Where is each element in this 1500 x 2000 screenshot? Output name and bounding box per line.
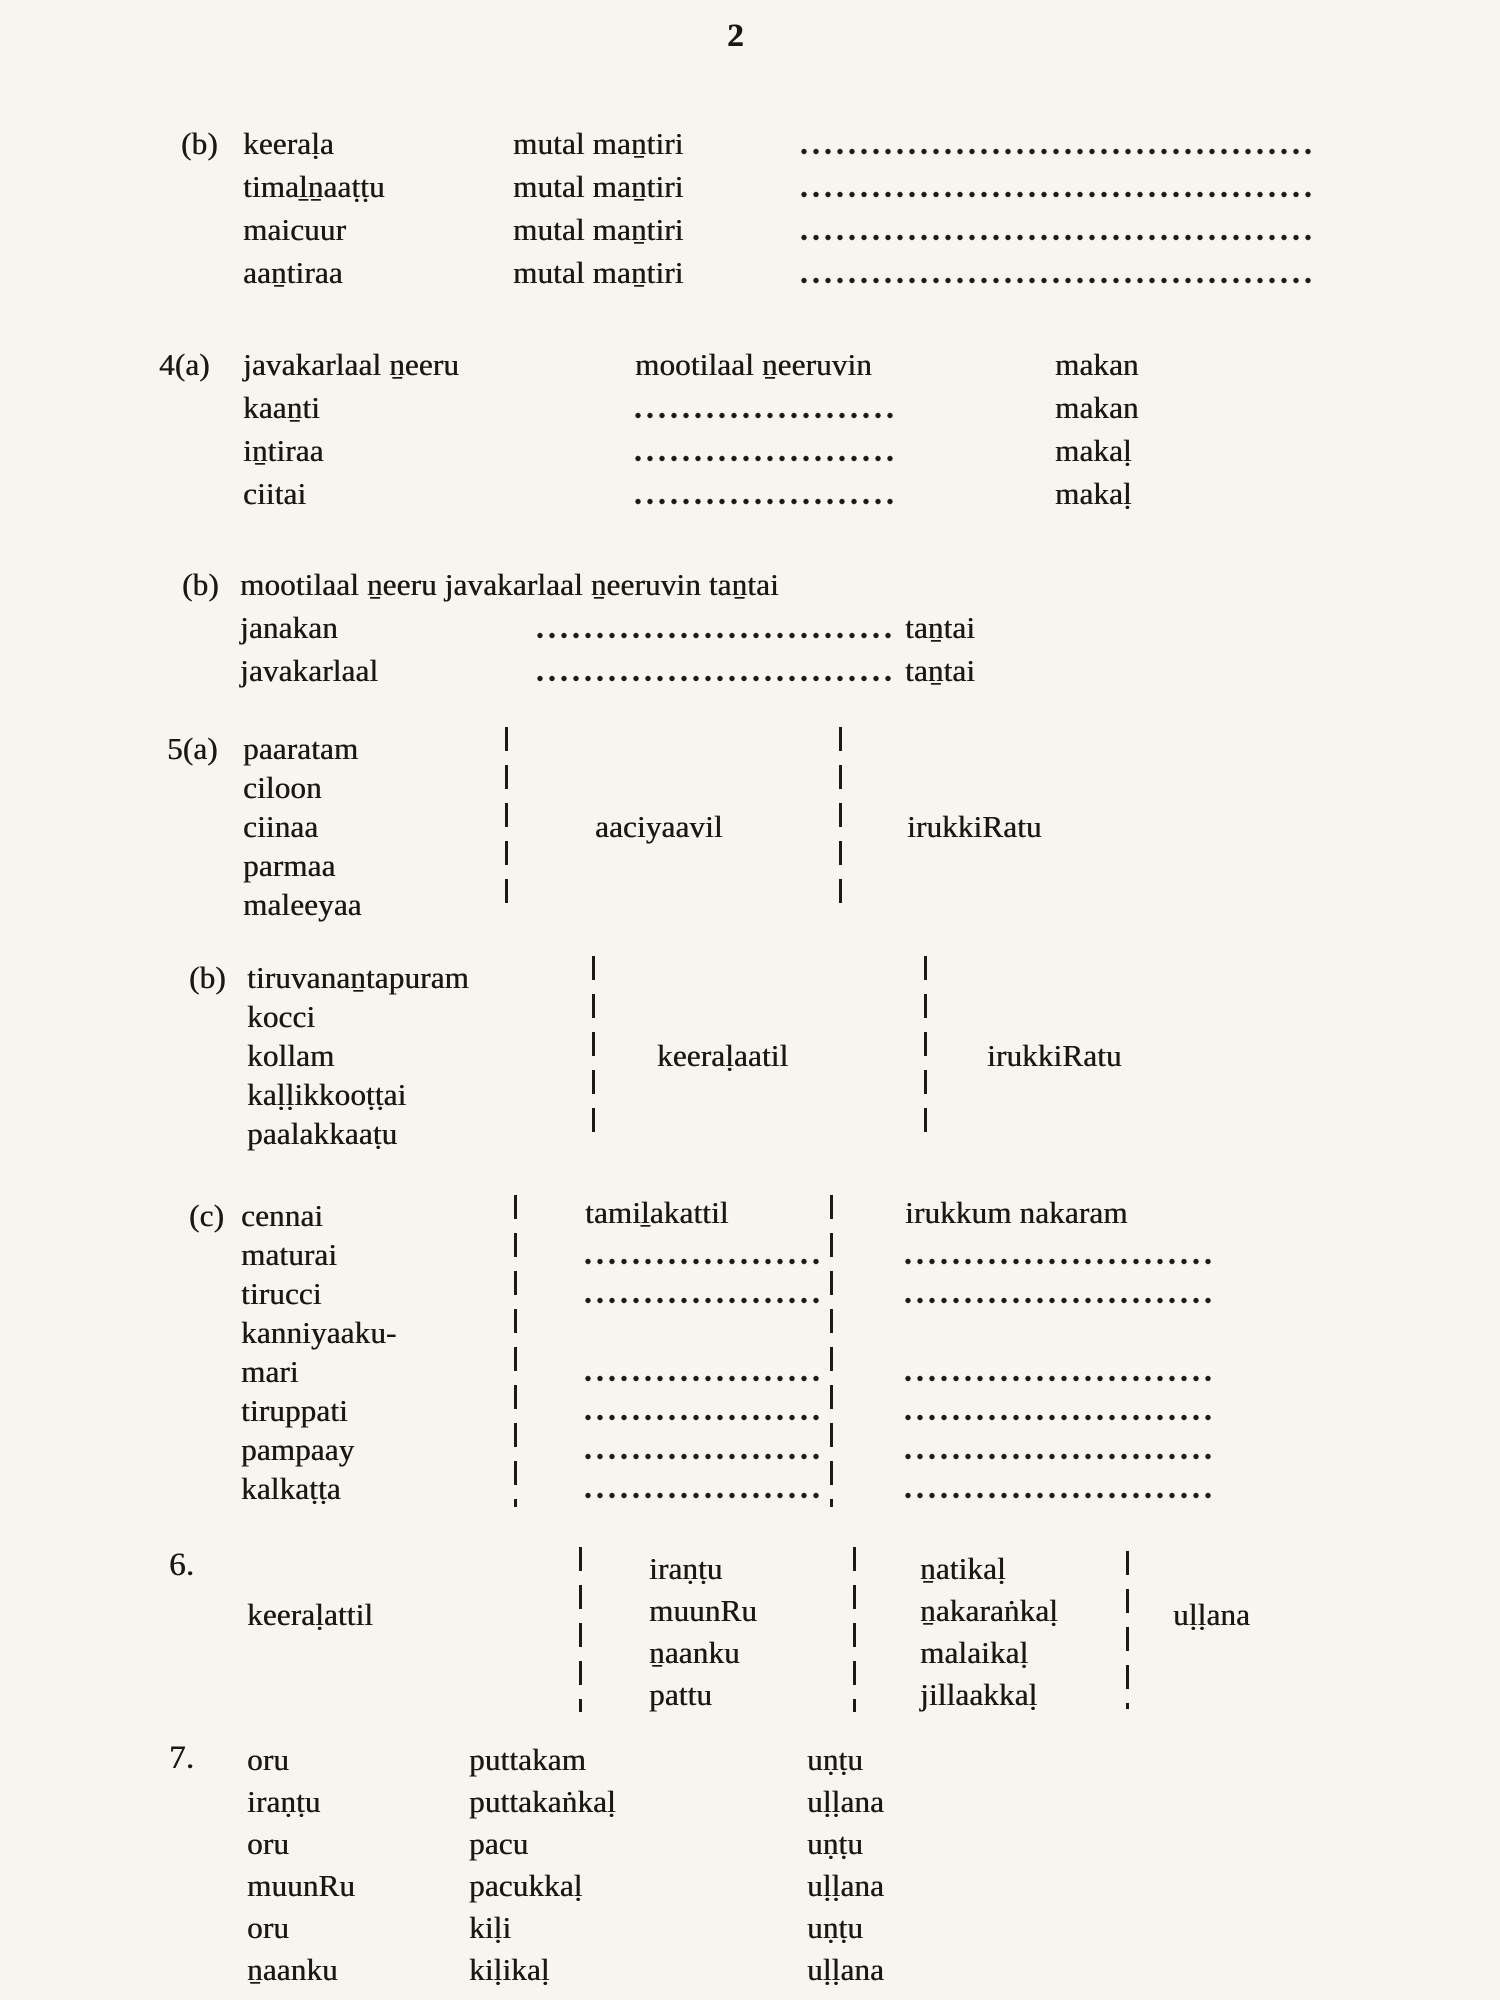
word: uṇṭu: [807, 1826, 863, 1861]
separator-bar: [579, 1547, 582, 1712]
section-7: [169, 1742, 1007, 1985]
word: keeraḷa: [243, 126, 334, 161]
word: puttakaṅkaḷ: [469, 1784, 616, 1819]
word: muunRu: [247, 1868, 355, 1903]
section-4a: [159, 349, 1215, 509]
dotted-blank: [537, 675, 905, 686]
list-item: kollam: [247, 1038, 335, 1073]
list-item: tirucci: [241, 1276, 322, 1311]
section-4b: [182, 569, 1025, 686]
word: oru: [247, 1742, 289, 1777]
word: oru: [247, 1826, 289, 1861]
dotted-blank: [801, 191, 1316, 202]
list-item: ciinaa: [243, 809, 319, 844]
dotted-blank: [537, 632, 905, 643]
list-item: parmaa: [243, 848, 336, 883]
section-label: (b): [182, 567, 219, 602]
word: javakarlaal: [240, 653, 379, 688]
word: keeraḷaatil: [657, 1038, 789, 1073]
dotted-blank: [585, 1273, 822, 1312]
word: taṉtai: [905, 610, 976, 645]
phrase: mutal maṉtiri: [513, 126, 684, 161]
word: pacukkaḷ: [469, 1868, 583, 1903]
dotted-blank: [585, 1234, 822, 1273]
word: uḷḷana: [807, 1952, 884, 1987]
word: puttakam: [469, 1742, 586, 1777]
dotted-blank: [635, 498, 1055, 509]
section-label: (b): [181, 126, 218, 161]
word: uḷḷana: [807, 1784, 884, 1819]
word: aaṉtiraa: [243, 255, 343, 290]
separator-bar: [505, 727, 508, 913]
numeral: muunRu: [649, 1593, 757, 1628]
section-label: (c): [189, 1198, 225, 1233]
word: kiḷi: [469, 1910, 512, 1945]
word: makaḷ: [1055, 433, 1132, 468]
word: oru: [247, 1910, 289, 1945]
word: kaaṉti: [243, 390, 320, 425]
dotted-blank: [905, 1351, 1215, 1390]
numeral: ṉaanku: [649, 1635, 740, 1670]
dotted-blank: [635, 412, 1055, 423]
list-item: kanniyaaku-: [241, 1315, 397, 1350]
separator-bar: [592, 956, 595, 1146]
list-item: pampaay: [241, 1432, 355, 1467]
dotted-blank: [905, 1390, 1215, 1429]
list-item: maleeyaa: [243, 887, 362, 922]
word: makan: [1055, 347, 1139, 382]
numeral: iraṇṭu: [649, 1551, 723, 1586]
dotted-blank: [801, 277, 1316, 288]
word: makaḷ: [1055, 476, 1132, 511]
separator-bar: [514, 1195, 517, 1507]
dotted-blank: [801, 148, 1316, 159]
dotted-blank: [905, 1429, 1215, 1468]
dotted-blank: [905, 1234, 1215, 1273]
dotted-blank: [585, 1390, 822, 1429]
word: janakan: [240, 610, 338, 645]
word: ṉaanku: [247, 1952, 338, 1987]
word: uṇṭu: [807, 1742, 863, 1777]
column-header: tamiḻakattil: [585, 1195, 729, 1230]
word: kiḷikaḷ: [469, 1952, 550, 1987]
dotted-blank: [801, 234, 1316, 245]
dotted-blank: [905, 1468, 1215, 1507]
separator-bar: [830, 1195, 833, 1507]
separator-bar: [1126, 1551, 1129, 1709]
word: aaciyaavil: [595, 809, 723, 844]
word: iṉtiraa: [243, 433, 324, 468]
section-label: (b): [189, 960, 226, 995]
section-label: 7.: [169, 1740, 195, 1776]
list-item: kalkaṭṭa: [241, 1471, 341, 1506]
dotted-blank: [905, 1273, 1215, 1312]
list-item: ciloon: [243, 770, 322, 805]
page-number: 2: [727, 18, 744, 54]
word: timaḻṉaaṭṭu: [243, 169, 385, 204]
phrase: mutal maṉtiri: [513, 212, 684, 247]
word: irukkiRatu: [907, 809, 1042, 844]
word: uḷḷana: [1173, 1597, 1250, 1632]
section-5b: [189, 958, 1139, 1158]
separator-bar: [924, 956, 927, 1146]
dotted-blank: [585, 1351, 822, 1390]
list-item: paalakkaaṭu: [247, 1116, 398, 1151]
section-label: 6.: [169, 1547, 195, 1583]
word: uṇṭu: [807, 1910, 863, 1945]
column-header: irukkum nakaram: [905, 1195, 1128, 1230]
word: javakarlaal ṉeeru: [243, 347, 459, 382]
phrase: mutal maṉtiri: [513, 169, 684, 204]
noun: ṉatikaḷ: [920, 1551, 1006, 1586]
section-label: 4(a): [159, 347, 210, 382]
word: keeraḷattil: [247, 1597, 374, 1632]
word: iraṇṭu: [247, 1784, 321, 1819]
list-item: kocci: [247, 999, 316, 1034]
word: uḷḷana: [807, 1868, 884, 1903]
list-item: paaratam: [243, 731, 359, 766]
phrase: mootilaal ṉeeruvin: [635, 347, 872, 382]
noun: malaikaḷ: [920, 1635, 1029, 1670]
dotted-blank: [635, 455, 1055, 466]
word: pacu: [469, 1826, 529, 1861]
noun: jillaakkaḷ: [920, 1677, 1038, 1712]
section-3b: [181, 128, 1316, 288]
list-item: kaḷḷikkooṭṭai: [247, 1077, 407, 1112]
word: taṉtai: [905, 653, 976, 688]
word: maicuur: [243, 212, 346, 247]
section-5a: [167, 729, 1067, 922]
word: irukkiRatu: [987, 1038, 1122, 1073]
list-item: maturai: [241, 1237, 338, 1272]
section-6: [169, 1545, 1369, 1725]
sentence: mootilaal ṉeeru javakarlaal ṉeeruvin taṉtai: [240, 567, 779, 602]
dotted-blank: [585, 1468, 822, 1507]
dotted-blank: [585, 1429, 822, 1468]
phrase: mutal maṉtiri: [513, 255, 684, 290]
numeral: pattu: [649, 1677, 712, 1712]
list-item: tiruvanaṉtapuram: [247, 960, 469, 995]
word: ciitai: [243, 476, 307, 511]
list-item: cennai: [241, 1198, 324, 1233]
noun: ṉakaraṅkaḷ: [920, 1593, 1058, 1628]
word: makan: [1055, 390, 1139, 425]
separator-bar: [839, 727, 842, 913]
list-item: mari: [241, 1354, 299, 1389]
list-item: tiruppati: [241, 1393, 348, 1428]
separator-bar: [853, 1547, 856, 1712]
section-5c: [189, 1195, 1339, 1515]
section-label: 5(a): [167, 731, 218, 766]
